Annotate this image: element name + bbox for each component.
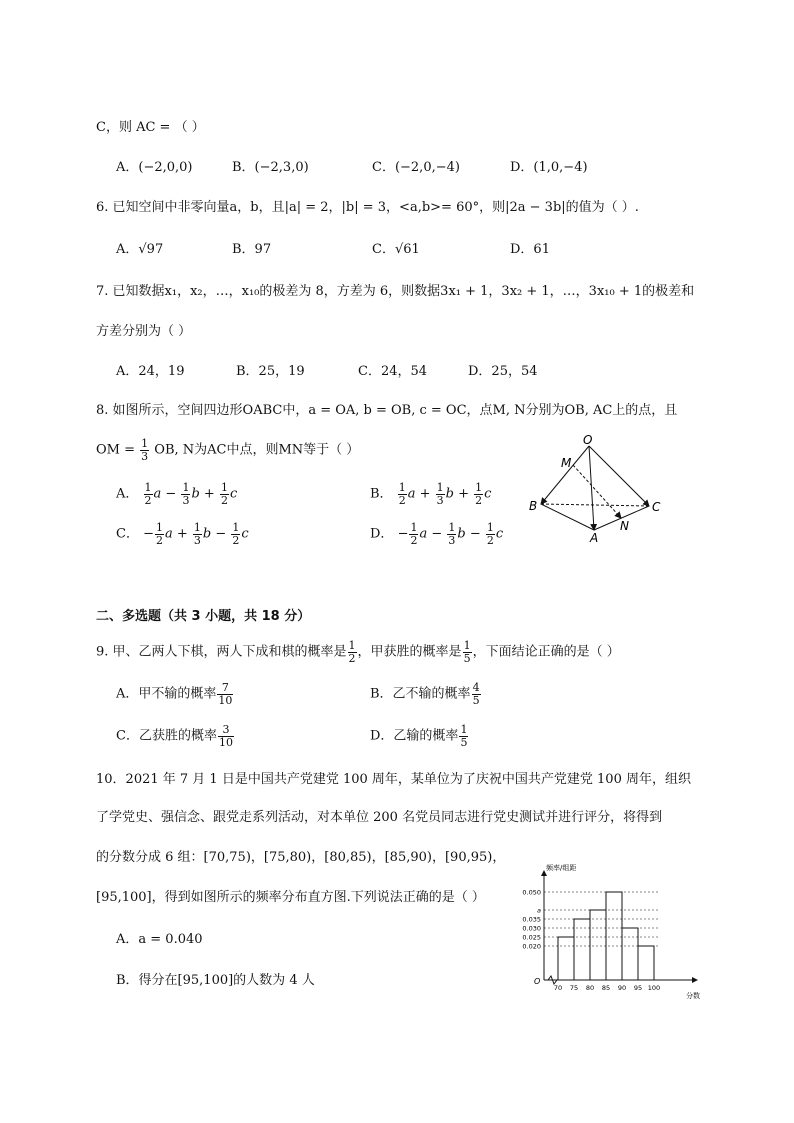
q6-option-d[interactable]: D．61: [510, 242, 550, 257]
segment-mn: [573, 465, 621, 518]
q9-stem-pre: 9. 甲、乙两人下棋，两人下成和棋的概率是: [96, 644, 347, 660]
q7-stem-line2: 方差分别为（ ）: [96, 324, 192, 339]
q8-option-d[interactable]: D． − $\frac{1}{2}$ a − $\frac{1}{3}$ b − $\frac{1}{2}$ c: [370, 521, 504, 547]
edge-ob: [541, 446, 589, 504]
y-tick-label: 0.050: [522, 888, 541, 897]
histogram-bar: [622, 928, 638, 980]
histogram-bar: [590, 910, 606, 980]
histogram-bar: [558, 937, 574, 980]
y-tick-label: a: [537, 906, 541, 915]
q8-option-a-label: A．: [116, 486, 139, 502]
frac: $\frac{1}{2}$: [232, 521, 240, 547]
q8-option-d-label: D．: [370, 526, 394, 542]
label-n: N: [620, 519, 629, 533]
label-b: B: [529, 499, 538, 513]
edge-oc: [589, 446, 649, 506]
q6-option-c[interactable]: C．√61: [372, 242, 420, 257]
q9-option-d[interactable]: [370, 724, 469, 748]
histogram-bar: [606, 892, 622, 980]
q5-stem: C，则 AC = （ ）: [96, 120, 205, 135]
q7-stem-line1: 7. 已知数据x₁，x₂，…，x₁₀的极差为 8，方差为 6，则数据3x₁ + 1，3x₂ + 1，…，3x₁₀ + 1的极差和: [96, 284, 695, 299]
q9-option-a[interactable]: [116, 682, 234, 706]
x-tick-label: 70: [553, 984, 563, 992]
label-o: O: [583, 433, 593, 447]
edge-bc-dashed: [541, 504, 649, 506]
histogram-bar: [638, 946, 654, 980]
q10-line4: [95,100]，得到如图所示的频率分布直方图.下列说法正确的是（ ）: [96, 890, 485, 905]
q7-option-c[interactable]: C．24，54: [358, 364, 428, 379]
q7-option-a[interactable]: A．24，19: [116, 364, 185, 379]
q10-option-b[interactable]: B．得分在[95,100]的人数为 4 人: [116, 973, 315, 988]
q10-line2: 了学党史、强信念、跟党走系列活动，对本单位 200 名党员同志进行党史测试并进行评分，将得到: [96, 810, 663, 825]
x-tick-label: 80: [585, 984, 595, 992]
q8-option-a[interactable]: A． $\frac{1}{2}$ a − $\frac{1}{3}$ b + $\frac{1}{2}$ c: [116, 481, 238, 507]
q7-option-d[interactable]: D．25，54: [468, 364, 538, 379]
q5-option-c[interactable]: C．(−2,0,−4): [372, 160, 460, 175]
frac: $\frac{3}{10}$: [218, 723, 233, 749]
y-tick-label: 0.020: [522, 942, 541, 951]
tetrahedron-figure: [525, 430, 675, 545]
x-tick-label: 75: [569, 984, 579, 992]
label-m: M: [561, 456, 572, 470]
q9-option-b[interactable]: [370, 682, 482, 706]
x-axis-label: 分数: [686, 992, 700, 1000]
q8-option-c-label: C．: [116, 526, 139, 542]
frac: $\frac{1}{5}$: [460, 723, 468, 749]
y-tick-label: 0.035: [522, 915, 541, 924]
q8-stem-line2: [96, 438, 359, 462]
frac: $\frac{1}{2}$: [486, 521, 494, 547]
q8-frac-den: 3: [141, 449, 149, 463]
frac: $\frac{1}{2}$: [398, 481, 406, 507]
q5-option-b[interactable]: B．(−2,3,0): [232, 160, 309, 175]
q8-frac-num: 1: [141, 437, 149, 450]
x-tick-label: 100: [647, 984, 661, 992]
q6-option-b[interactable]: B．97: [232, 242, 272, 257]
frac: $\frac{1}{5}$: [463, 639, 471, 665]
label-a: A: [590, 531, 599, 545]
q8-stem-rest: OB, N为AC中点，则MN等于（ ）: [154, 442, 360, 458]
q8-stem-line1: 8. 如图所示，空间四边形OABC中，a = OA, b = OB, c = OC，点M, N分别为OB, AC上的点，且: [96, 403, 678, 418]
q8-option-b[interactable]: B． $\frac{1}{2}$ a + $\frac{1}{3}$ b + $\frac{1}{2}$ c: [370, 481, 492, 507]
q6-option-a[interactable]: A．√97: [116, 242, 164, 257]
x-tick-label: 90: [617, 984, 627, 992]
q8-fraction: [140, 438, 149, 462]
frequency-histogram: [520, 862, 710, 1002]
q9-stem-mid: ，甲获胜的概率是: [357, 644, 462, 660]
q10-line1: 10．2021 年 7 月 1 日是中国共产党建党 100 周年，某单位为了庆祝中国共产党建党 100 周年，组织: [96, 772, 691, 787]
frac: $\frac{4}{5}$: [472, 681, 480, 707]
q9-option-a-text: A．甲不输的概率: [116, 686, 217, 702]
q9-stem: [96, 640, 620, 664]
origin-label: O: [534, 977, 541, 986]
edge-ba: [541, 504, 594, 530]
q5-option-d[interactable]: D．(1,0,−4): [510, 160, 588, 175]
frac: $\frac{1}{2}$: [220, 481, 228, 507]
q9-option-c[interactable]: [116, 724, 235, 748]
y-axis-label: 频率/组距: [546, 864, 577, 872]
frac: $\frac{1}{2}$: [410, 521, 418, 547]
q9-stem-post: ，下面结论正确的是（ ）: [472, 644, 620, 660]
frac: $\frac{1}{3}$: [182, 481, 190, 507]
frac: $\frac{1}{3}$: [193, 521, 201, 547]
frac: $\frac{1}{2}$: [348, 639, 356, 665]
q9-option-b-text: B．乙不输的概率: [370, 686, 471, 702]
q9-option-d-text: D．乙输的概率: [370, 728, 459, 744]
q8-option-c[interactable]: C． − $\frac{1}{2}$ a + $\frac{1}{3}$ b − $\frac{1}{2}$ c: [116, 521, 249, 547]
x-tick-label: 95: [633, 984, 643, 992]
frac: $\frac{1}{2}$: [144, 481, 152, 507]
q7-option-b[interactable]: B．25，19: [236, 364, 305, 379]
frac: $\frac{1}{3}$: [436, 481, 444, 507]
label-c: C: [652, 500, 661, 514]
q10-line3: 的分数分成 6 组：[70,75)，[75,80)，[80,85)，[85,90)，[90,95)，: [96, 850, 506, 865]
frac: $\frac{1}{3}$: [448, 521, 456, 547]
x-tick-label: 85: [601, 984, 611, 992]
section-title: 二、多选题（共 3 小题，共 18 分）: [96, 609, 311, 624]
q8-option-b-label: B．: [370, 486, 393, 502]
q10-option-a[interactable]: A．a = 0.040: [116, 932, 203, 947]
q8-om-label: OM =: [96, 442, 135, 458]
x-axis-arrow: [692, 977, 698, 983]
frac: $\frac{7}{10}$: [218, 681, 233, 707]
y-tick-label: 0.030: [522, 924, 541, 933]
frac: $\frac{1}{2}$: [475, 481, 483, 507]
frac: $\frac{1}{2}$: [155, 521, 163, 547]
q5-option-a[interactable]: A．(−2,0,0): [116, 160, 193, 175]
q6-stem: 6. 已知空间中非零向量a，b，且|a| = 2，|b| = 3，<a,b>= 60°，则|2a − 3b|的值为（ ）.: [96, 200, 639, 215]
q9-option-c-text: C．乙获胜的概率: [116, 728, 217, 744]
y-tick-label: 0.025: [522, 933, 541, 942]
